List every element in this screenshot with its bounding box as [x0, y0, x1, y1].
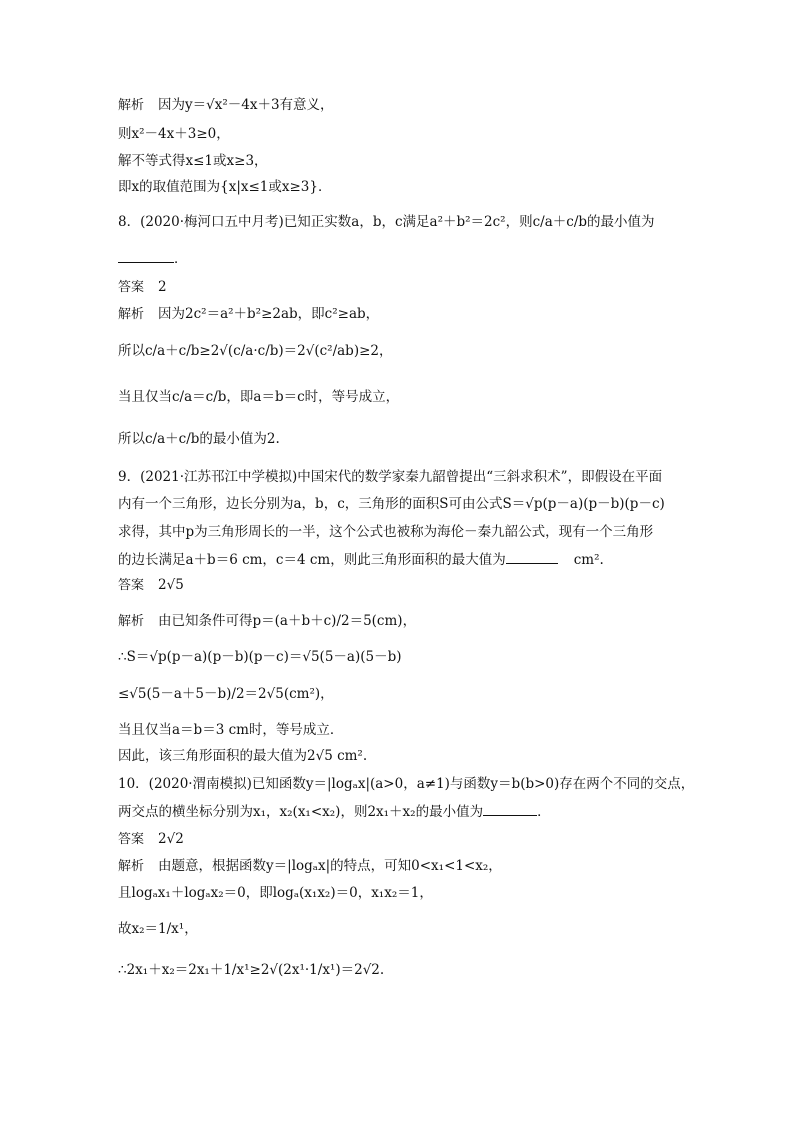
q9-analysis-line-5: 因此，该三角形面积的最大值为2√5 cm².: [118, 748, 368, 764]
answer-value: 2√2: [158, 831, 184, 847]
q9-analysis-line-1: [118, 612, 416, 631]
answer-label: 答案: [118, 832, 145, 847]
q9-stem-line-4: [118, 550, 604, 569]
answer-label: 答案: [118, 578, 145, 593]
analysis-label: 解析: [118, 98, 145, 113]
q10-analysis-line-1: [118, 857, 502, 876]
q9-stem-line-2: 内有一个三角形，边长分别为a，b，c，三角形的面积S可由公式S＝√p(p－a)(p－b)(p－c): [118, 496, 665, 512]
analysis-label: 解析: [118, 307, 145, 322]
q9-stem-text: 的边长满足a＋b＝6 cm，c＝4 cm，则此三角形面积的最大值为: [118, 552, 506, 568]
analysis-text: 由题意，根据函数y＝|logₐx|的特点，可知0<x₁<1<x₂，: [158, 858, 502, 874]
q9-analysis-line-2: ∴S＝√p(p－a)(p－b)(p－c)＝√5(5－a)(5－b): [118, 649, 402, 665]
q10-stem-line-1: 10．(2020·渭南模拟)已知函数y＝|logₐx|(a>0，a≠1)与函数y＝b(b>0)存在两个不同的交点，: [118, 776, 695, 792]
q10-analysis-line-2: 且logₐx₁＋logₐx₂＝0，即logₐ(x₁x₂)＝0，x₁x₂＝1，: [118, 885, 433, 901]
q10-answer: [118, 830, 184, 849]
q7-analysis-line-1: [118, 96, 334, 115]
q8-analysis-line-2: 所以c/a＋c/b≥2√(c/a·c/b)＝2√(c²/ab)≥2，: [118, 343, 393, 359]
answer-label: 答案: [118, 280, 145, 295]
q8-stem: [118, 213, 655, 231]
q7-analysis-line-3: 解不等式得x≤1或x≥3，: [118, 153, 268, 169]
q10-analysis-line-3: 故x₂＝1/x¹，: [118, 921, 198, 937]
q10-stem-line-2: [118, 802, 551, 821]
q9-analysis-line-3: ≤√5(5－a＋5－b)/2＝2√5(cm²)，: [118, 686, 334, 702]
answer-blank: [118, 249, 174, 263]
answer-blank: [506, 550, 558, 564]
q10-analysis-line-4: ∴2x₁＋x₂＝2x₁＋1/x¹≥2√(2x¹·1/x¹)＝2√2.: [118, 962, 385, 978]
q8-analysis-line-1: [118, 305, 379, 324]
answer-blank: [483, 802, 537, 816]
analysis-text: 因为2c²＝a²＋b²≥2ab，即c²≥ab，: [158, 306, 380, 322]
q8-analysis-line-3: 当且仅当c/a＝c/b，即a＝b＝c时，等号成立，: [118, 389, 400, 405]
q8-stem-text: 8．(2020·梅河口五中月考)已知正实数a，b，c满足a²＋b²＝2c²，则c/a＋c/b的最小值为: [118, 214, 655, 230]
q7-analysis-line-2: 则x²－4x＋3≥0，: [118, 126, 230, 142]
q8-stem-end: ．: [174, 251, 188, 267]
analysis-label: 解析: [118, 859, 145, 874]
q8-analysis-line-4: 所以c/a＋c/b的最小值为2.: [118, 431, 280, 447]
q10-stem-text: 两交点的横坐标分别为x₁，x₂(x₁<x₂)，则2x₁＋x₂的最小值为: [118, 804, 484, 820]
analysis-text: 由已知条件可得p＝(a＋b＋c)/2＝5(cm)，: [158, 613, 417, 629]
q9-stem-line-3: 求得，其中p为三角形周长的一半，这个公式也被称为海伦－秦九韶公式，现有一个三角形: [118, 524, 654, 540]
answer-value: 2√5: [158, 577, 184, 593]
q8-blank-line: [118, 249, 188, 268]
analysis-label: 解析: [118, 614, 145, 629]
q7-analysis-line-4: 即x的取值范围为{x|x≤1或x≥3}．: [118, 179, 332, 195]
answer-value: 2: [158, 279, 167, 295]
q9-unit: cm².: [573, 552, 604, 568]
q9-answer: [118, 576, 184, 595]
q9-stem-line-1: 9．(2021·江苏邗江中学模拟)中国宋代的数学家秦九韶曾提出“三斜求积术”，即假设在平面: [118, 469, 663, 485]
q9-analysis-line-4: 当且仅当a＝b＝3 cm时，等号成立．: [118, 722, 344, 738]
q10-stem-end: ．: [537, 804, 551, 820]
q8-answer: [118, 278, 167, 297]
analysis-text: 因为y＝√x²－4x＋3有意义，: [158, 97, 334, 113]
